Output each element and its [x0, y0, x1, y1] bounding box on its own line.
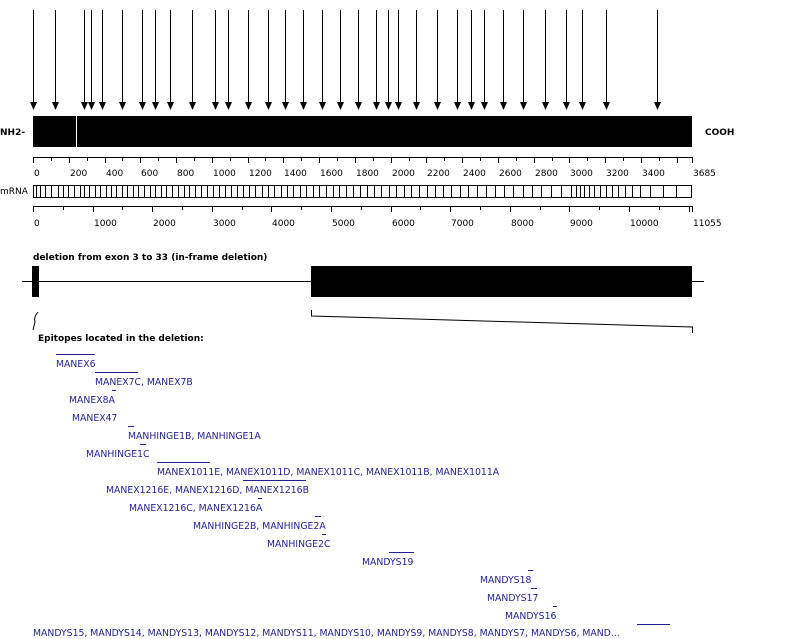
- epitope-position-arrow: [468, 10, 475, 110]
- mrna-scale-tick-label: 10000: [630, 219, 659, 229]
- arrow-head: [395, 102, 402, 110]
- epitope-label: MANHINGE1B, MANHINGE1A: [128, 431, 261, 442]
- arrow-head: [300, 102, 307, 110]
- epitope-position-arrow: [603, 10, 610, 110]
- mrna-scale-tick-label: 4000: [272, 219, 295, 229]
- epitope-label: MANHINGE2B, MANHINGE2A: [193, 521, 326, 532]
- arrow-head: [355, 102, 362, 110]
- epitope-label: MANHINGE1C: [86, 449, 150, 460]
- epitope-position-arrow: [563, 10, 570, 110]
- mrna-scale-tick-label: 0: [34, 219, 40, 229]
- epitope-position-arrow: [282, 10, 289, 110]
- mrna-box: [34, 186, 692, 198]
- epitope-label: MANEX6: [56, 359, 96, 370]
- epitope-label: MANEX7C, MANEX7B: [95, 377, 193, 388]
- epitope-position-arrow: [152, 10, 159, 110]
- protein-scale-tick-label: 200: [70, 169, 88, 179]
- retained-region-right: [311, 266, 692, 297]
- epitope-label: MANHINGE2C: [267, 539, 331, 550]
- protein-scale-tick-label: 1400: [284, 169, 307, 179]
- arrow-head: [319, 102, 326, 110]
- arrow-head: [500, 102, 507, 110]
- epitope-arrows: [30, 10, 661, 110]
- mrna-scale-tick-label: 7000: [451, 219, 474, 229]
- epitope-position-arrow: [500, 10, 507, 110]
- epitope-list: [33, 355, 670, 639]
- mrna-scale-tick-label: 1000: [94, 219, 117, 229]
- protein-scale-tick-label: 1800: [356, 169, 379, 179]
- arrow-head: [468, 102, 475, 110]
- protein-bar: [33, 116, 692, 147]
- protein-scale-tick-label: 1000: [213, 169, 236, 179]
- arrow-head: [373, 102, 380, 110]
- epitope-position-arrow: [225, 10, 232, 110]
- epitope-label: MANDYS18: [480, 575, 532, 586]
- epitope-position-arrow: [385, 10, 392, 110]
- epitope-position-arrow: [189, 10, 196, 110]
- arrow-head: [245, 102, 252, 110]
- arrow-head: [119, 102, 126, 110]
- epitope-label: MANEX1216C, MANEX1216A: [129, 503, 263, 514]
- epitope-label: MANDYS15, MANDYS14, MANDYS13, MANDYS12, MANDYS11, MANDYS10, MANDYS9, MANDYS8, MANDYS7, MANDYS6, MAND...: [33, 628, 620, 639]
- arrow-head: [30, 102, 37, 110]
- epitope-position-arrow: [300, 10, 307, 110]
- epitope-position-arrow: [337, 10, 344, 110]
- c-terminus-label: COOH: [705, 128, 735, 138]
- epitope-position-arrow: [434, 10, 441, 110]
- epitope-position-arrow: [265, 10, 272, 110]
- epitope-label: MANDYS17: [487, 593, 539, 604]
- arrow-head: [265, 102, 272, 110]
- protein-scale-tick-label: 3400: [642, 169, 665, 179]
- protein-scale-tick-label: 3200: [606, 169, 629, 179]
- epitope-label: MANDYS16: [505, 611, 557, 622]
- protein-scale-tick-label: 1600: [320, 169, 343, 179]
- protein-scale-tick-label: 0: [34, 169, 40, 179]
- arrow-head: [52, 102, 59, 110]
- epitope-label: MANEX47: [72, 413, 118, 424]
- epitope-position-arrow: [542, 10, 549, 110]
- epitope-position-arrow: [373, 10, 380, 110]
- arrow-head: [579, 102, 586, 110]
- arrow-head: [225, 102, 232, 110]
- epitope-position-arrow: [139, 10, 146, 110]
- protein-scale-tick-label: 2000: [392, 169, 415, 179]
- arrow-head: [88, 102, 95, 110]
- mrna-scale-tick-label: 5000: [332, 219, 355, 229]
- deletion-track: [22, 266, 704, 297]
- mrna-scale-tick-label: 9000: [570, 219, 593, 229]
- protein-scale-tick-label: 3685: [693, 169, 716, 179]
- arrow-head: [212, 102, 219, 110]
- protein-scale-tick-label: 600: [141, 169, 159, 179]
- zoom-guide-right: [312, 310, 693, 333]
- epitope-position-arrow: [413, 10, 420, 110]
- epitope-position-arrow: [579, 10, 586, 110]
- mrna-track: [34, 186, 692, 198]
- arrow-head: [413, 102, 420, 110]
- epitope-position-arrow: [454, 10, 461, 110]
- retained-region-left: [32, 266, 39, 297]
- protein-scale: [33, 157, 716, 179]
- protein-scale-tick-label: 3000: [570, 169, 593, 179]
- arrow-head: [282, 102, 289, 110]
- arrow-head: [481, 102, 488, 110]
- arrow-head: [563, 102, 570, 110]
- arrow-head: [99, 102, 106, 110]
- arrow-head: [152, 102, 159, 110]
- protein-scale-tick-label: 400: [106, 169, 124, 179]
- epitope-position-arrow: [481, 10, 488, 110]
- epitope-position-arrow: [654, 10, 661, 110]
- epitope-position-arrow: [355, 10, 362, 110]
- n-terminus-label: NH2-: [0, 128, 26, 138]
- arrow-head: [603, 102, 610, 110]
- epitope-position-arrow: [88, 10, 95, 110]
- epitope-position-arrow: [99, 10, 106, 110]
- zoom-guide-left: [33, 312, 38, 330]
- protein-scale-tick-label: 1200: [249, 169, 272, 179]
- arrow-head: [385, 102, 392, 110]
- epitope-position-arrow: [30, 10, 37, 110]
- epitope-position-arrow: [52, 10, 59, 110]
- mrna-scale-tick-label: 11055: [693, 219, 722, 229]
- mrna-scale-tick-label: 8000: [511, 219, 534, 229]
- epitope-label: MANEX1216E, MANEX1216D, MANEX1216B: [106, 485, 309, 496]
- epitope-position-arrow: [167, 10, 174, 110]
- arrow-head: [520, 102, 527, 110]
- mrna-scale-tick-label: 3000: [213, 219, 236, 229]
- mrna-scale-tick-label: 2000: [153, 219, 176, 229]
- epitope-position-arrow: [520, 10, 527, 110]
- epitope-heading: Epitopes located in the deletion:: [38, 334, 204, 344]
- arrow-head: [454, 102, 461, 110]
- epitope-position-arrow: [81, 10, 88, 110]
- epitope-position-arrow: [212, 10, 219, 110]
- epitope-label: MANEX1011E, MANEX1011D, MANEX1011C, MANEX1011B, MANEX1011A: [157, 467, 500, 478]
- protein-scale-tick-label: 2200: [427, 169, 450, 179]
- mrna-scale-tick-label: 6000: [392, 219, 415, 229]
- arrow-head: [81, 102, 88, 110]
- arrow-head: [167, 102, 174, 110]
- arrow-head: [189, 102, 196, 110]
- arrow-head: [434, 102, 441, 110]
- arrow-head: [542, 102, 549, 110]
- protein-scale-tick-label: 2400: [463, 169, 486, 179]
- mrna-scale: [33, 206, 722, 229]
- protein-scale-tick-label: 800: [177, 169, 195, 179]
- protein-scale-tick-label: 2600: [499, 169, 522, 179]
- epitope-label: MANEX8A: [69, 395, 115, 406]
- epitope-position-arrow: [245, 10, 252, 110]
- epitope-position-arrow: [395, 10, 402, 110]
- deletion-title: deletion from exon 3 to 33 (in-frame deletion): [33, 253, 268, 263]
- arrow-head: [337, 102, 344, 110]
- protein-scale-tick-label: 2800: [535, 169, 558, 179]
- arrow-head: [654, 102, 661, 110]
- epitope-label: MANDYS19: [362, 557, 414, 568]
- arrow-head: [139, 102, 146, 110]
- epitope-position-arrow: [319, 10, 326, 110]
- mrna-label: mRNA: [0, 187, 28, 197]
- epitope-position-arrow: [119, 10, 126, 110]
